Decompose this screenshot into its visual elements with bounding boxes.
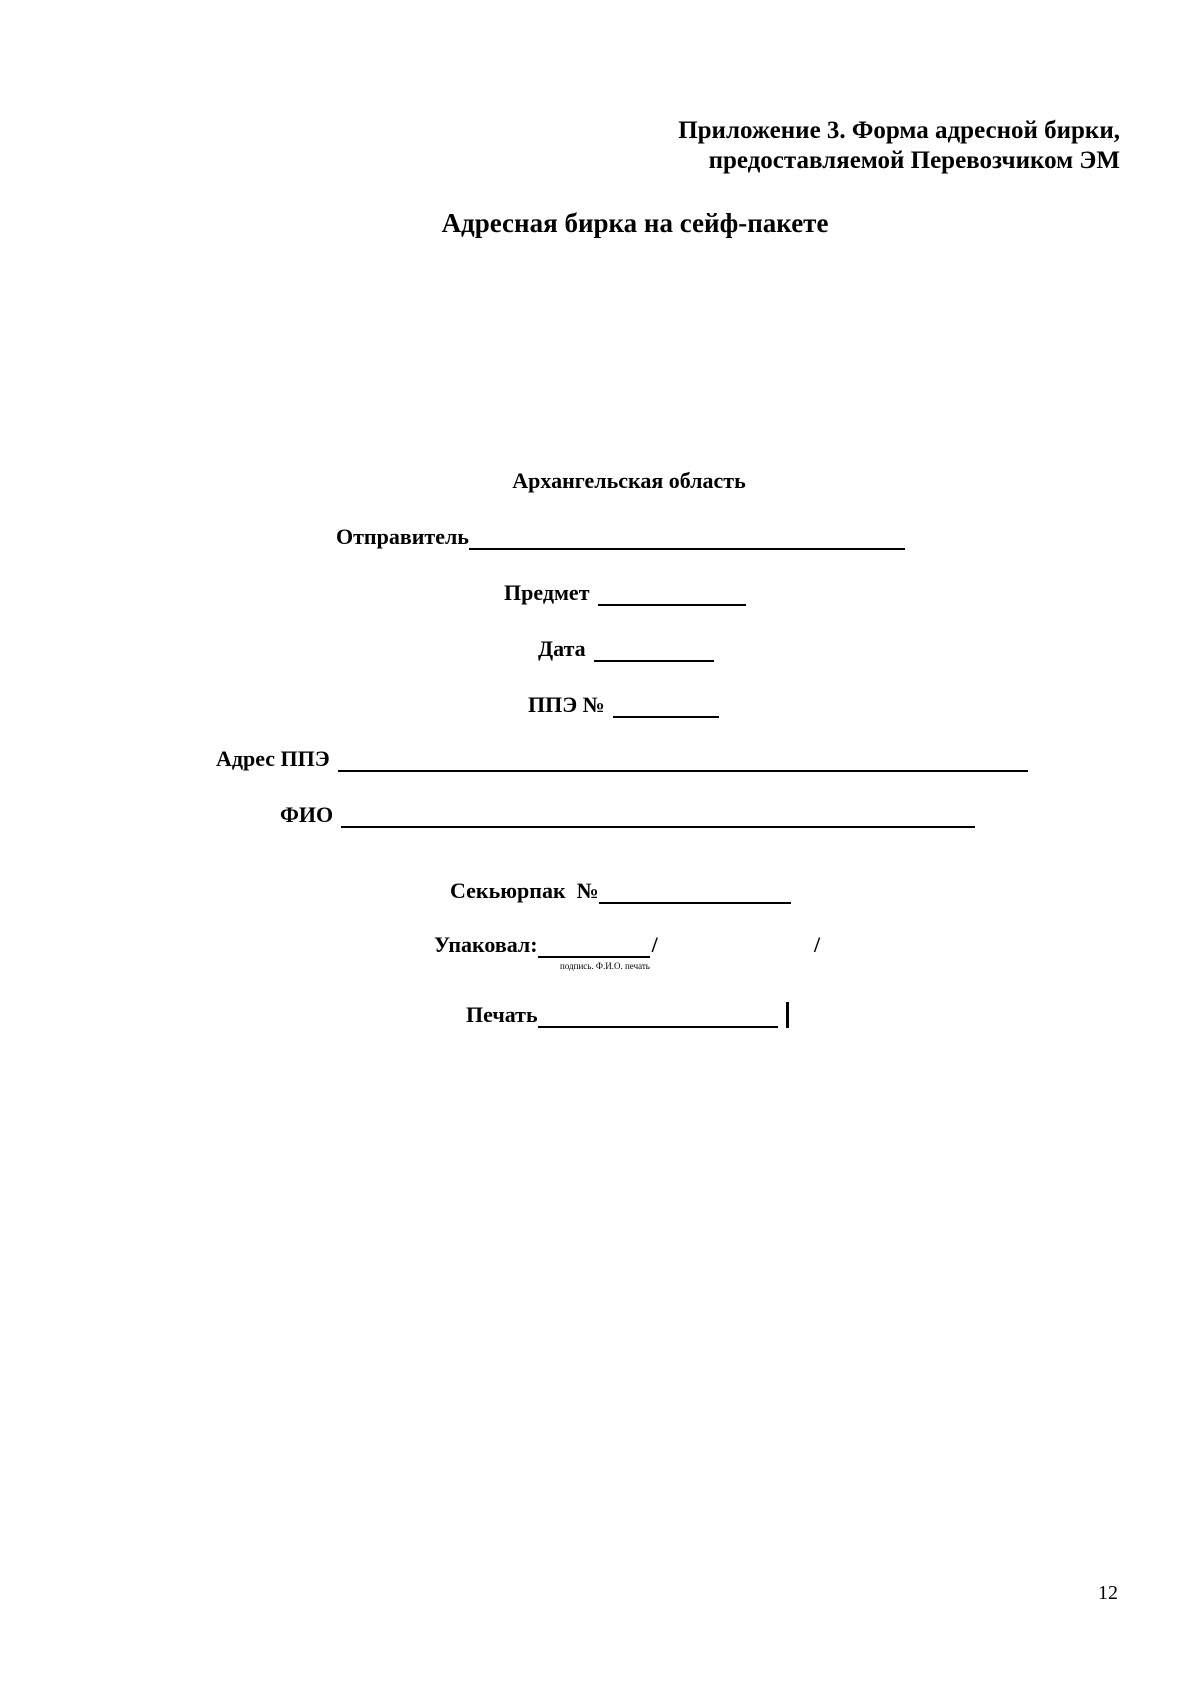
- date-blank: [594, 638, 714, 662]
- appendix-line-1: Приложение 3. Форма адресной бирки,: [678, 117, 1120, 144]
- date-label: Дата: [538, 636, 586, 661]
- packed-caption: подпись. Ф.И.О. печать: [560, 961, 650, 971]
- appendix-heading: [678, 116, 1120, 176]
- stamp-blank: [538, 1004, 778, 1028]
- sender-label: Отправитель: [336, 524, 469, 549]
- securpak-blank: [599, 880, 791, 904]
- securpak-label: Секьюрпак №: [450, 878, 599, 903]
- stamp-row: [466, 1002, 789, 1028]
- packed-slash-1: /: [651, 932, 658, 957]
- appendix-line-2: предоставляемой Перевозчиком ЭМ: [708, 147, 1120, 174]
- packed-label: Упаковал:: [434, 932, 538, 957]
- stamp-label: Печать: [466, 1002, 538, 1027]
- fio-label: ФИО: [280, 802, 334, 827]
- date-row: [538, 636, 714, 662]
- ppe-address-label: Адрес ППЭ: [216, 746, 330, 771]
- subject-blank: [598, 582, 746, 606]
- document-title: Адресная бирка на сейф-пакете: [441, 208, 829, 238]
- ppe-address-blank: [338, 748, 1028, 772]
- sender-blank: [469, 526, 905, 550]
- ppe-blank: [613, 694, 719, 718]
- ppe-row: [528, 692, 719, 718]
- packed-row: [434, 932, 658, 958]
- ppe-label: ППЭ №: [528, 692, 605, 717]
- ppe-address-row: [216, 746, 1028, 772]
- packed-blank: [538, 934, 650, 958]
- fio-blank: [341, 804, 975, 828]
- securpak-row: [450, 878, 791, 904]
- page-number: 12: [1098, 1582, 1118, 1604]
- stamp-end-bar: [786, 1002, 789, 1028]
- subject-row: [504, 580, 746, 606]
- sender-row: [336, 524, 905, 550]
- packed-slash-2: /: [814, 932, 821, 957]
- subject-label: Предмет: [504, 580, 590, 605]
- region-name: Архангельская область: [512, 468, 746, 493]
- fio-row: [280, 802, 975, 828]
